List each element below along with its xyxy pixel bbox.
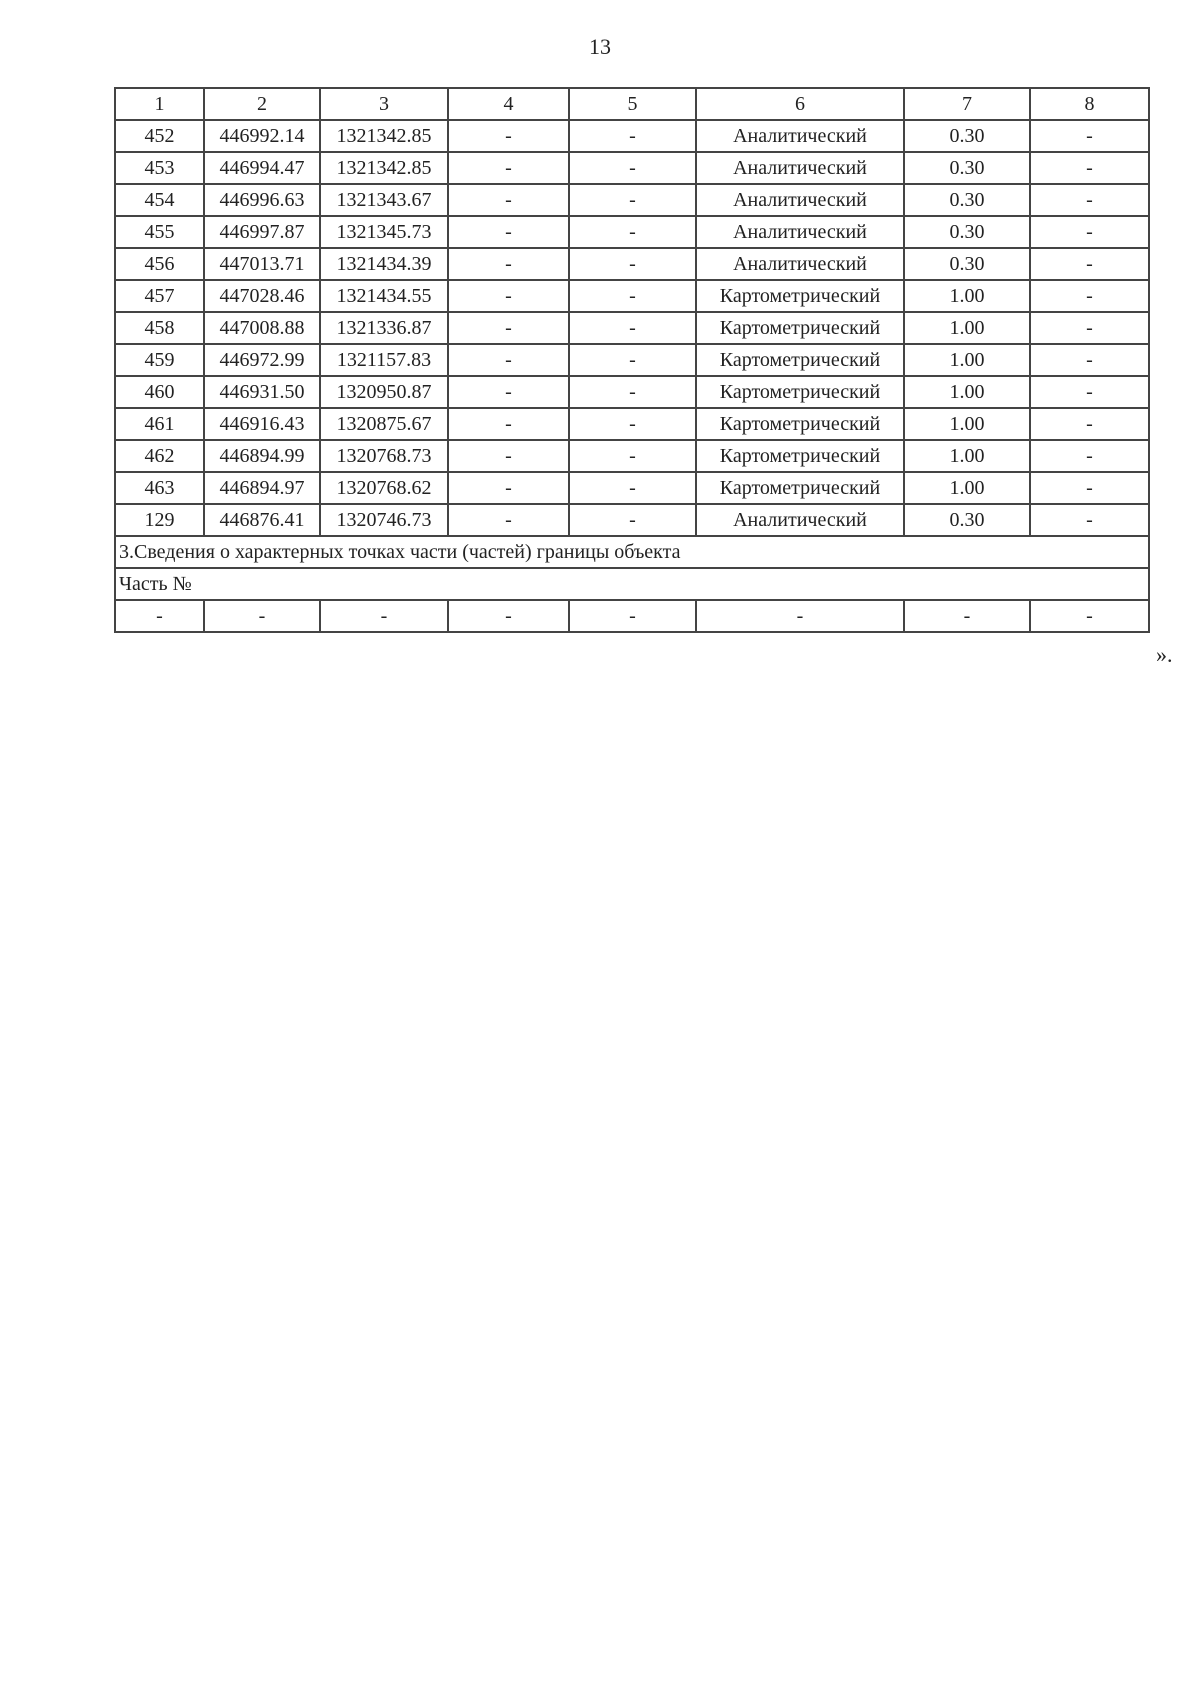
table-cell: -	[448, 440, 569, 472]
table-row	[115, 216, 1149, 248]
table-cell: 459	[115, 344, 204, 376]
table-cell: 453	[115, 152, 204, 184]
table-cell: 3	[320, 88, 448, 120]
table-cell: 1321336.87	[320, 312, 448, 344]
table-cell: -	[696, 600, 904, 632]
table-cell: -	[569, 184, 696, 216]
table-cell: 461	[115, 408, 204, 440]
table-row	[115, 280, 1149, 312]
table-cell: 460	[115, 376, 204, 408]
table-cell: -	[569, 120, 696, 152]
table-cell: -	[1030, 344, 1149, 376]
part-label-row	[115, 568, 1149, 600]
table-row	[115, 184, 1149, 216]
table-cell: 1.00	[904, 344, 1030, 376]
table-cell: 1321342.85	[320, 120, 448, 152]
table-cell: 1.00	[904, 280, 1030, 312]
table-cell: -	[448, 504, 569, 536]
table-cell: 1	[115, 88, 204, 120]
table-cell: -	[448, 120, 569, 152]
table-cell: 7	[904, 88, 1030, 120]
table-cell: 446916.43	[204, 408, 320, 440]
table-cell: -	[569, 504, 696, 536]
table-cell: 1321157.83	[320, 344, 448, 376]
table-cell: Аналитический	[696, 216, 904, 248]
table-row	[115, 248, 1149, 280]
table-row	[115, 344, 1149, 376]
table-cell: 463	[115, 472, 204, 504]
table-cell: 1.00	[904, 312, 1030, 344]
table-cell: Картометрический	[696, 408, 904, 440]
table-cell: -	[448, 248, 569, 280]
table-cell: -	[569, 376, 696, 408]
table-cell: 454	[115, 184, 204, 216]
table-cell: Картометрический	[696, 312, 904, 344]
table-cell: 0.30	[904, 184, 1030, 216]
table-cell: -	[569, 152, 696, 184]
table-cell: 4	[448, 88, 569, 120]
table-cell: Картометрический	[696, 440, 904, 472]
table-cell: -	[1030, 152, 1149, 184]
table-cell: 452	[115, 120, 204, 152]
table-cell: 457	[115, 280, 204, 312]
table-cell: 446876.41	[204, 504, 320, 536]
table-cell: -	[1030, 472, 1149, 504]
table-row	[115, 152, 1149, 184]
table-cell: 446894.99	[204, 440, 320, 472]
table-cell: 0.30	[904, 152, 1030, 184]
table-cell: Аналитический	[696, 120, 904, 152]
table-cell: 447008.88	[204, 312, 320, 344]
table-cell: -	[204, 600, 320, 632]
table-cell: -	[569, 440, 696, 472]
table-cell: -	[1030, 504, 1149, 536]
table-cell: -	[569, 312, 696, 344]
table-cell: 1320768.62	[320, 472, 448, 504]
table-cell: Аналитический	[696, 504, 904, 536]
table-cell: -	[320, 600, 448, 632]
table-cell: 446994.47	[204, 152, 320, 184]
table-row	[115, 376, 1149, 408]
table-row	[115, 312, 1149, 344]
table-cell: 446997.87	[204, 216, 320, 248]
table-cell: 456	[115, 248, 204, 280]
empty-part-row	[115, 600, 1149, 632]
table-cell: -	[1030, 280, 1149, 312]
table-row	[115, 408, 1149, 440]
table-cell: -	[1030, 184, 1149, 216]
table-row	[115, 472, 1149, 504]
table-cell: 0.30	[904, 120, 1030, 152]
table-cell: -	[569, 472, 696, 504]
table-cell: -	[448, 600, 569, 632]
table-cell: 8	[1030, 88, 1149, 120]
table-row	[115, 440, 1149, 472]
table-cell: 0.30	[904, 216, 1030, 248]
table-cell: 0.30	[904, 504, 1030, 536]
table-row	[115, 504, 1149, 536]
table-cell: 1320746.73	[320, 504, 448, 536]
table-cell: Аналитический	[696, 248, 904, 280]
table-cell: -	[1030, 600, 1149, 632]
table-cell: -	[448, 376, 569, 408]
table-cell: -	[448, 216, 569, 248]
table-cell: 446931.50	[204, 376, 320, 408]
table-cell: 446996.63	[204, 184, 320, 216]
header-row	[115, 88, 1149, 120]
closing-quote: ».	[1156, 642, 1173, 667]
table-cell: -	[1030, 248, 1149, 280]
table-cell: 447013.71	[204, 248, 320, 280]
table-cell: 1321342.85	[320, 152, 448, 184]
table-cell: -	[448, 184, 569, 216]
table-cell: -	[569, 600, 696, 632]
table-cell: Картометрический	[696, 472, 904, 504]
table-cell: 1.00	[904, 376, 1030, 408]
table-cell: -	[1030, 216, 1149, 248]
section-title-row	[115, 536, 1149, 568]
table-cell: -	[448, 152, 569, 184]
table-cell: 458	[115, 312, 204, 344]
table-cell: -	[448, 312, 569, 344]
table-cell: Аналитический	[696, 152, 904, 184]
table-cell: -	[448, 280, 569, 312]
table-row	[115, 120, 1149, 152]
table-cell: 1320768.73	[320, 440, 448, 472]
table-cell: -	[569, 408, 696, 440]
table-cell: 129	[115, 504, 204, 536]
table-cell: 6	[696, 88, 904, 120]
table-cell: 1321434.55	[320, 280, 448, 312]
table-cell: -	[1030, 120, 1149, 152]
table-cell: -	[448, 344, 569, 376]
table-cell: Аналитический	[696, 184, 904, 216]
table-cell: 447028.46	[204, 280, 320, 312]
table-cell: -	[569, 344, 696, 376]
table-cell: 5	[569, 88, 696, 120]
table-cell: 2	[204, 88, 320, 120]
table-cell: -	[1030, 408, 1149, 440]
table-cell: 1320950.87	[320, 376, 448, 408]
table-cell: -	[904, 600, 1030, 632]
table-cell: 462	[115, 440, 204, 472]
table-cell: -	[569, 216, 696, 248]
table-cell: -	[448, 408, 569, 440]
table-cell: -	[569, 248, 696, 280]
table-cell: 446972.99	[204, 344, 320, 376]
table-cell: Картометрический	[696, 376, 904, 408]
part-label: Часть №	[115, 568, 1149, 600]
table-cell: -	[448, 472, 569, 504]
table-cell: -	[1030, 312, 1149, 344]
table-cell: 446992.14	[204, 120, 320, 152]
table-cell: 1320875.67	[320, 408, 448, 440]
page-number: 13	[589, 34, 611, 59]
table-cell: 1321434.39	[320, 248, 448, 280]
table-cell: 455	[115, 216, 204, 248]
table-cell: 1.00	[904, 408, 1030, 440]
boundary-points-table	[114, 87, 1150, 633]
table-cell: -	[1030, 376, 1149, 408]
table-cell: Картометрический	[696, 280, 904, 312]
table-cell: 1.00	[904, 472, 1030, 504]
table-cell: -	[569, 280, 696, 312]
table-cell: -	[115, 600, 204, 632]
table-cell: -	[1030, 440, 1149, 472]
section-title: 3.Сведения о характерных точках части (частей) границы объекта	[115, 536, 1149, 568]
table-cell: 1.00	[904, 440, 1030, 472]
table-cell: 0.30	[904, 248, 1030, 280]
table-cell: 1321345.73	[320, 216, 448, 248]
table-cell: 446894.97	[204, 472, 320, 504]
table-cell: 1321343.67	[320, 184, 448, 216]
table-cell: Картометрический	[696, 344, 904, 376]
